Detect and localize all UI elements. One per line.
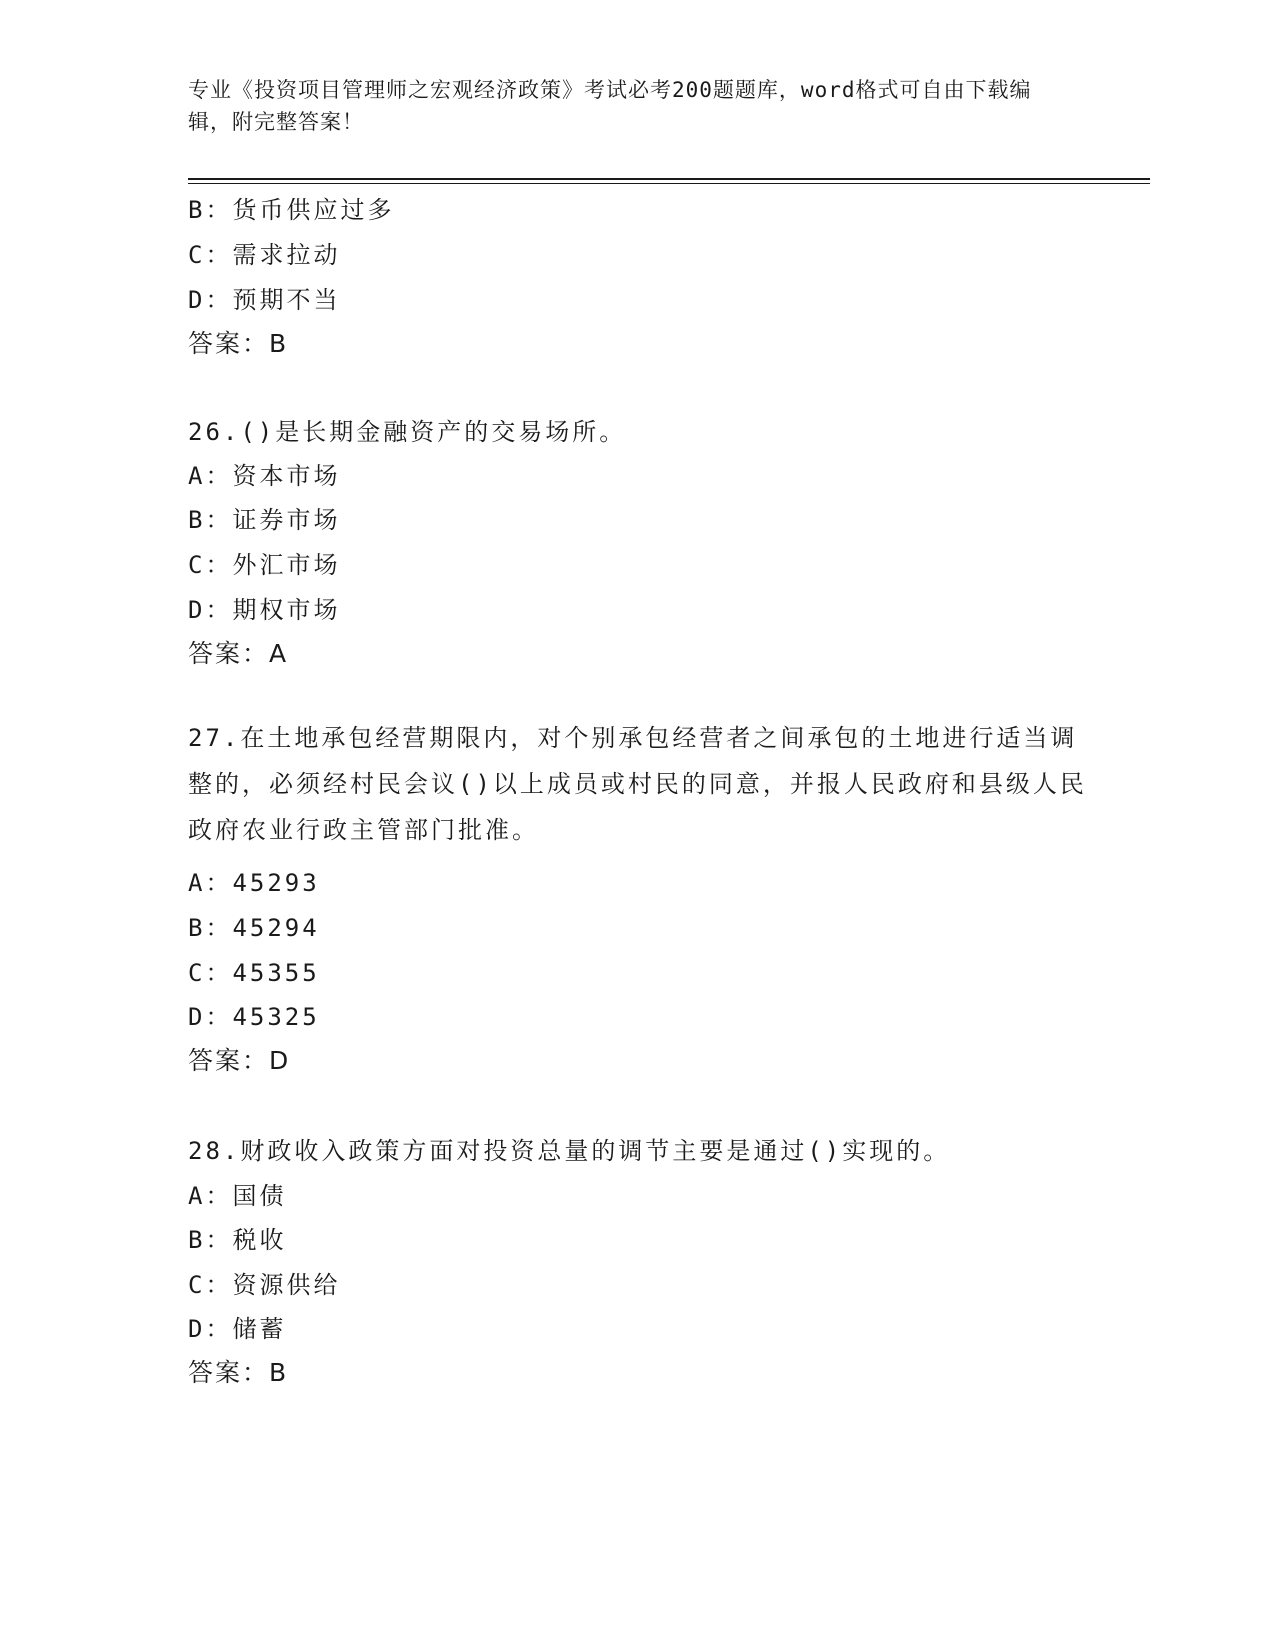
q25-option-d: D：预期不当 [188,286,341,314]
q26-option-d: D：期权市场 [188,596,341,624]
q27-option-b: B：45294 [188,914,320,942]
q25-option-b: B：货币供应过多 [188,196,395,224]
q28-option-a: A：国债 [188,1182,287,1210]
q27-option-d: D：45325 [188,1003,320,1031]
header-divider-thick [188,178,1150,180]
q26-answer: 答案：A [188,639,289,668]
q27-option-c: C：45355 [188,959,320,987]
q25-option-c: C：需求拉动 [188,241,341,269]
q28-option-c: C：资源供给 [188,1271,341,1299]
q28-answer: 答案：B [188,1358,289,1387]
q26-option-a: A：资本市场 [188,462,341,490]
q27-stem: 27.在土地承包经营期限内，对个别承包经营者之间承包的土地进行适当调整的，必须经村民会议()以上成员或村民的同意，并报人民政府和县级人民政府农业行政主管部门批准。 [188,724,1087,844]
q26-stem: 26.()是长期金融资产的交易场所。 [188,418,627,446]
document-header: 专业《投资项目管理师之宏观经济政策》考试必考200题题库，word格式可自由下载编辑，附完整答案！ [188,78,1032,134]
q25-answer: 答案：B [188,329,289,358]
q28-option-d: D：储蓄 [188,1315,287,1343]
header-divider-thin [188,183,1150,184]
q28-option-b: B：税收 [188,1226,287,1254]
q27-answer: 答案：D [188,1046,291,1075]
q28-stem: 28.财政收入政策方面对投资总量的调节主要是通过()实现的。 [188,1137,951,1165]
q26-option-c: C：外汇市场 [188,551,341,579]
q26-option-b: B：证券市场 [188,506,341,534]
q27-option-a: A：45293 [188,869,320,897]
